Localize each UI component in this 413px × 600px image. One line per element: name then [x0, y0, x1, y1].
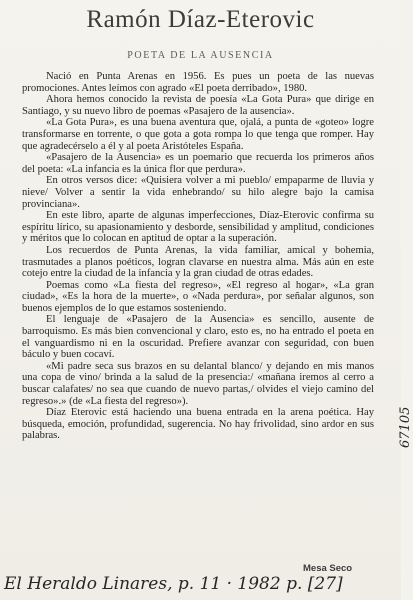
- article-body: [22, 71, 374, 442]
- paragraph: En otros versos dice: «Quisiera volver a mi pueblo/ empaparme de lluvia y nieve/ Volver a sentir la vida enhebrando/ su hilo alegre bajo la camisa provinciana».: [22, 175, 374, 210]
- paragraph: «La Gota Pura», es una buena aventura que, ojalá, a punta de «goteo» logre transformarse en torrente, o que gota a gota rompa lo que tenga que romper. Hay que agradecérselo a él y al poeta Aristóteles España.: [22, 117, 374, 152]
- paragraph: «Pasajero de la Ausencia» es un poemario que recuerda los primeros años del poeta: «La infancia es la única flor que perdura».: [22, 152, 374, 175]
- article-title: Ramón Díaz-Eterovic: [86, 6, 315, 33]
- paragraph: Ahora hemos conocido la revista de poesía «La Gota Pura» que dirige en Santiago, y su nuevo libro de poemas «Pasajero de la ausencia».: [22, 94, 374, 117]
- paragraph: Nació en Punta Arenas en 1956. Es pues un poeta de las nuevas promociones. Antes leímos con agrado «El poeta derribado», 1980.: [22, 71, 374, 94]
- paragraph: «Mi padre seca sus brazos en su delantal blanco/ y dejando en mis manos una copa de vino/ brinda a la salud de la presencia:/ «mañana iremos al cerro a buscar calafates/ no sea que cuando de nuevo partas,/ olvides el viejo camino del regreso».» (de «La fiesta del regreso»).: [22, 360, 374, 407]
- handwritten-side-note: 67105: [398, 406, 413, 448]
- paragraph: El lenguaje de «Pasajero de la Ausencia» es sencillo, ausente de barroquismo. Es más bien convencional y claro, esto es, no ha entrado el poeta en el vanguardismo ni en la oscuridad. Prefiere avanzar con seguridad, con buen báculo y buen cocaví.: [22, 314, 374, 361]
- handwritten-source-note: El Heraldo Linares, p. 11 · 1982 p. [27]: [4, 574, 343, 594]
- paragraph: En este libro, aparte de algunas imperfecciones, Díaz-Eterovic confirma su espíritu lírico, su apasionamiento y desborde, sensibilidad y amplitud, condiciones y méritos que lo colocan en aptitud de optar a la superación.: [22, 210, 374, 245]
- paragraph: Poemas como «La fiesta del regreso», «El regreso al hogar», «La gran ciudad», «Es la hora de la muerte», o «Nada perdura», por señalar algunos, son buenos ejemplos de lo que estamos sosteniendo.: [22, 279, 374, 314]
- author-signature: Mesa Seco: [303, 563, 353, 574]
- paragraph: Los recuerdos de Punta Arenas, la vida familiar, amical y bohemia, trasmutades a planos poéticos, logran clavarse en nuestra alma. Más aún en este cotejo entre la ciudad de la infancia y la gran ciudad de otras edades.: [22, 244, 374, 280]
- paragraph: Díaz Eterovic está haciendo una buena entrada en la arena poética. Hay búsqueda, emoción, profundidad, sugerencia. No hay frivolidad, sino ardor en sus palabras.: [22, 407, 374, 442]
- article-subtitle: POETA DE LA AUSENCIA: [127, 50, 274, 61]
